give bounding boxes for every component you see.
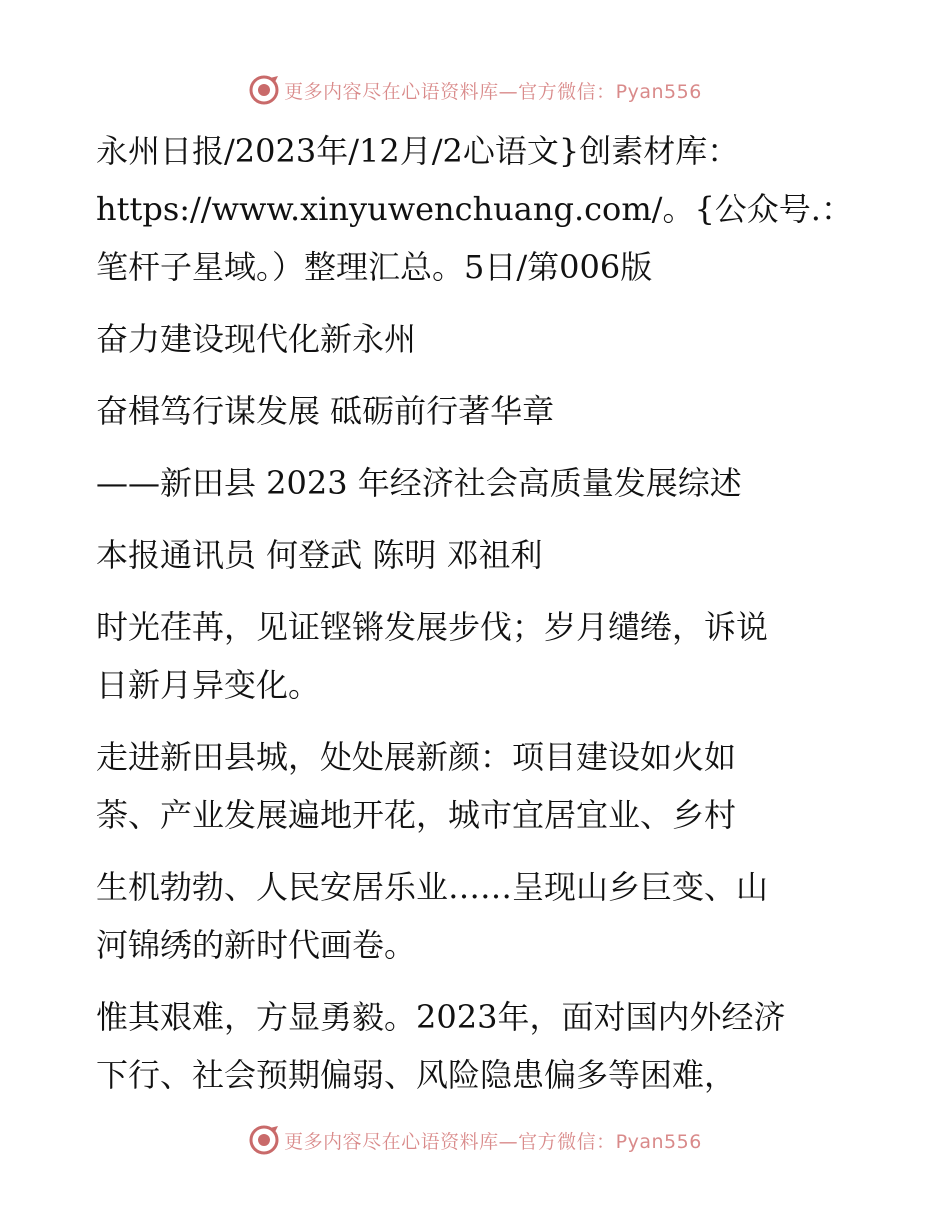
text-line: 永州日报/2023年/12月/2心语文}创素材库：: [96, 132, 740, 170]
subtitle: ——新田县 2023 年经济社会高质量发展综述: [96, 464, 742, 502]
text-line: 笔杆子星域。）整理汇总。5日/第006版: [96, 248, 653, 286]
document-body: [96, 122, 856, 1104]
text-line: 时光荏苒，见证铿锵发展步伐；岁月缱绻，诉说: [96, 608, 769, 646]
watermark-banner-top: [0, 70, 950, 110]
logo-icon: [248, 1124, 280, 1156]
text-line: 下行、社会预期偏弱、风险隐患偏多等困难，: [96, 1056, 737, 1094]
watermark-banner-bottom: [0, 1120, 950, 1160]
watermark-text: 更多内容尽在心语资料库—官方微信：Pyan556: [284, 80, 702, 103]
byline: 本报通讯员 何登武 陈明 邓祖利: [96, 536, 543, 574]
text-line: 荼、产业发展遍地开花，城市宜居宜业、乡村: [96, 796, 737, 834]
text-line: 河锦绣的新时代画卷。: [96, 926, 417, 964]
text-line: 生机勃勃、人民安居乐业……呈现山乡巨变、山: [96, 868, 769, 906]
text-line: 日新月异变化。: [96, 666, 321, 704]
headline: 奋力建设现代化新永州: [96, 320, 417, 358]
logo-icon: [248, 74, 280, 106]
watermark-text: 更多内容尽在心语资料库—官方微信：Pyan556: [284, 1130, 702, 1153]
text-line: https://www.xinyuwenchuang.com/。{公众号.：: [96, 190, 853, 228]
headline: 奋楫笃行谋发展 砥砺前行著华章: [96, 392, 555, 430]
text-line: 走进新田县城，处处展新颜：项目建设如火如: [96, 738, 737, 776]
text-line: 惟其艰难，方显勇毅。2023年，面对国内外经济: [96, 998, 786, 1036]
